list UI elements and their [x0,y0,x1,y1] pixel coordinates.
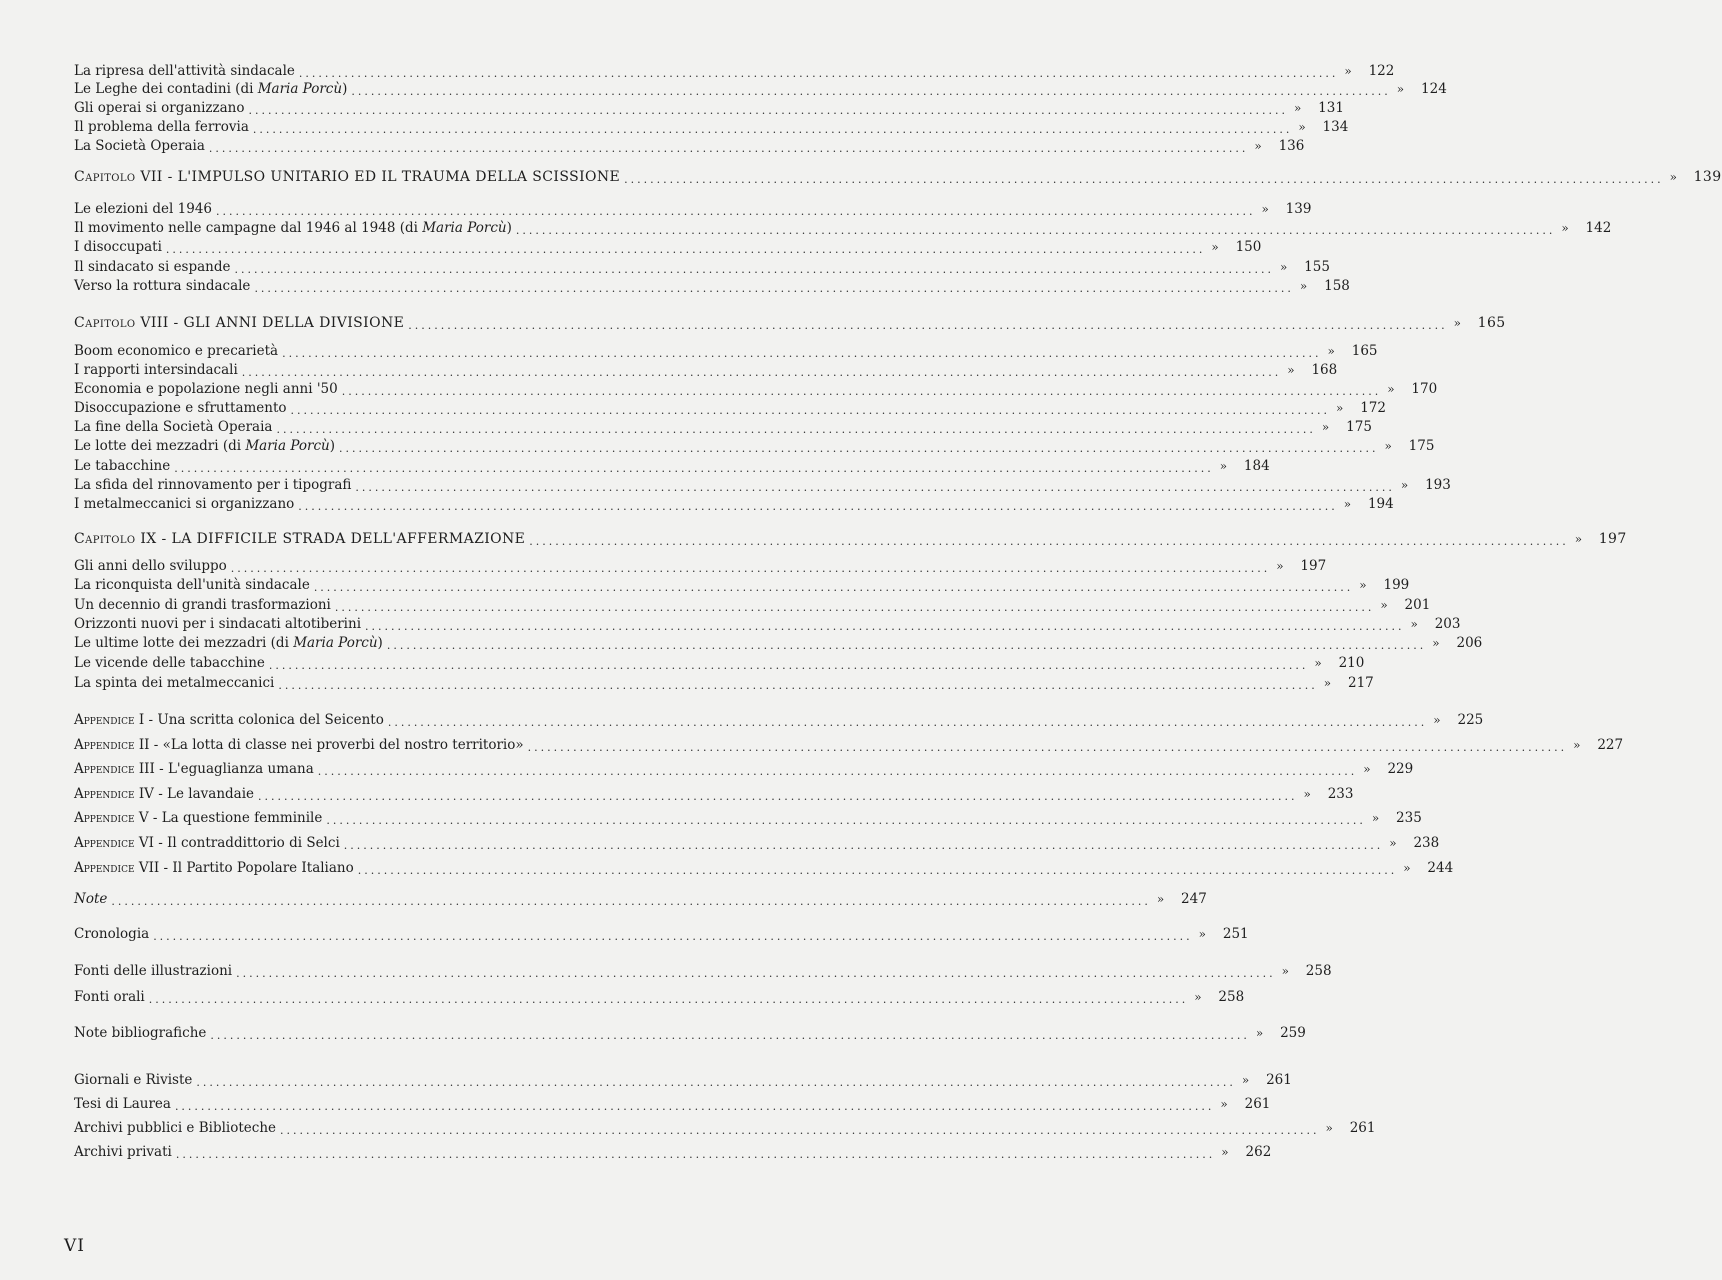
ref-mark: » [1359,578,1367,592]
toc-entry[interactable] [74,674,1374,693]
leader-dots: ................................................................................................................................................................ [408,319,1448,332]
page-number: 175 [1346,419,1372,435]
entry-title: Fonti delle illustrazioni [74,963,233,979]
entry-title: La sfida del rinnovamento per i tipografi [74,477,352,493]
entry-title: Le lotte dei mezzadri (di Maria Porcù) [74,438,335,454]
appendix-title: Appendice IV - Le lavandaie [74,786,255,802]
toc-entry[interactable] [74,457,1270,476]
entry-title: Gli operai si organizzano [74,100,245,116]
toc-entry[interactable] [74,80,1447,99]
entry-title: Note [74,891,108,907]
page-number: 165 [1351,343,1378,359]
leader-dots: ................................................................................................................................................................ [290,404,1330,417]
page-number: 259 [1280,1025,1306,1041]
entry-title: Il movimento nelle campagne dal 1946 al 1948 (di Maria Porcù) [74,220,512,236]
ref-mark: » [1211,240,1219,254]
ref-mark: » [1156,892,1165,906]
toc-entry[interactable] [74,258,1330,277]
appendix-title: Appendice III - L'eguaglianza umana [74,761,314,777]
toc-entry[interactable] [74,99,1344,118]
entry-title: Le tabacchine [74,458,171,474]
leader-dots: ................................................................................................................................................................ [208,142,1249,155]
chapter-title: Capitolo IX - LA DIFFICILE STRADA DELL'AFFERMAZIONE [74,531,526,547]
entry-title: La riconquista dell'unità sindacale [74,577,310,593]
ref-mark: » [1314,656,1322,670]
ref-mark: » [1241,1073,1250,1087]
leader-dots: ................................................................................................................................................................ [280,1124,1320,1137]
ref-mark: » [1343,497,1352,511]
entry-title: Cronologia [74,926,150,942]
toc-entry[interactable] [74,277,1350,296]
page-number: 172 [1360,400,1386,416]
page-number: 261 [1244,1096,1271,1112]
toc-entry[interactable] [74,137,1305,156]
ref-mark: » [1363,762,1371,776]
ref-mark: » [1321,420,1330,434]
ref-mark: » [1335,401,1344,415]
entry-title: La spinta dei metalmeccanici [74,675,275,691]
leader-dots: ................................................................................................................................................................ [252,123,1293,136]
author-name: Maria Porcù [422,220,507,236]
toc-entry[interactable] [74,476,1451,495]
page-number: 258 [1305,963,1332,979]
toc-entry[interactable] [74,1071,1292,1090]
entry-title: Fonti orali [74,989,145,1005]
page-number: 262 [1245,1144,1272,1160]
page-number: 238 [1413,835,1440,851]
ref-mark: » [1384,439,1392,453]
leader-dots: ................................................................................................................................................................ [317,765,1358,778]
ref-mark: » [1371,811,1380,825]
leader-dots: ................................................................................................................................................................ [334,601,1375,614]
page-number: 136 [1278,138,1305,154]
ref-mark: » [1433,713,1441,727]
leader-dots: ................................................................................................................................................................ [313,581,1354,594]
entry-title: La ripresa dell'attività sindacale [74,63,295,79]
ref-mark: » [1298,120,1306,134]
page-number: 168 [1311,362,1338,378]
toc-chapter-heading[interactable] [74,530,1627,549]
page-number: 217 [1348,675,1374,691]
page-number: 247 [1181,891,1207,907]
leader-dots: ................................................................................................................................................................ [365,620,1405,633]
page-number: 199 [1383,577,1410,593]
leader-dots: ................................................................................................................................................................ [268,659,1309,672]
ref-mark: » [1325,1121,1333,1135]
ref-mark: » [1221,1145,1229,1159]
toc-appendix[interactable] [74,736,1624,755]
toc-appendix[interactable] [74,809,1422,828]
leader-dots: ................................................................................................................................................................ [298,67,1339,80]
toc-appendix[interactable] [74,785,1354,804]
toc-entry[interactable] [74,890,1207,909]
author-name: Maria Porcù [293,635,378,651]
toc-entry[interactable] [74,219,1612,238]
entry-title: Le vicende delle tabacchine [74,655,265,671]
leader-dots: ................................................................................................................................................................ [175,1148,1216,1161]
page-number: 134 [1322,119,1349,135]
ref-mark: » [1573,738,1581,752]
leader-dots: ................................................................................................................................................................ [386,639,1427,652]
page-number: 194 [1367,496,1394,512]
page-number: 165 [1477,315,1506,331]
page-number: 203 [1434,616,1461,632]
ref-mark: » [1281,964,1289,978]
page-number: 170 [1411,381,1438,397]
page-number: 122 [1368,63,1395,79]
leader-dots: ................................................................................................................................................................ [258,790,1298,803]
toc-entry[interactable] [74,988,1245,1007]
toc-entry[interactable] [74,1119,1376,1138]
page-number: 225 [1457,712,1484,728]
ref-mark: » [1561,221,1569,235]
page-number: 150 [1235,239,1262,255]
leader-dots: ................................................................................................................................................................ [248,104,1288,117]
toc-entry[interactable] [74,418,1372,437]
page-number: 201 [1404,597,1431,613]
toc-entry[interactable] [74,118,1349,137]
leader-dots: ................................................................................................................................................................ [355,481,1395,494]
toc-chapter-heading[interactable] [74,314,1506,333]
toc-entry[interactable] [74,615,1461,634]
page-number: 233 [1327,786,1354,802]
toc-appendix[interactable] [74,760,1414,779]
toc-entry[interactable] [74,962,1332,981]
leader-dots: ................................................................................................................................................................ [276,423,1316,436]
leader-dots: ................................................................................................................................................................ [153,930,1193,943]
leader-dots: ................................................................................................................................................................ [282,347,1322,360]
leader-dots: ................................................................................................................................................................ [278,679,1318,692]
leader-dots: ................................................................................................................................................................ [387,716,1428,729]
toc-entry[interactable] [74,62,1395,81]
chapter-title: Capitolo VII - L'IMPULSO UNITARIO ED IL TRAUMA DELLA SCISSIONE [74,169,621,185]
ref-mark: » [1254,139,1262,153]
toc-entry[interactable] [74,1143,1272,1162]
page-number: 124 [1421,81,1447,97]
ref-mark: » [1261,202,1269,216]
entry-title: Archivi pubblici e Biblioteche [74,1120,277,1136]
ref-mark: » [1303,787,1311,801]
leader-dots: ................................................................................................................................................................ [351,85,1391,98]
ref-mark: » [1279,260,1288,274]
ref-mark: » [1299,279,1308,293]
page-number: 244 [1427,860,1454,876]
toc-appendix[interactable] [74,711,1484,730]
appendix-title: Appendice VII - Il Partito Popolare Italiano [74,860,354,876]
toc-appendix[interactable] [74,859,1454,878]
leader-dots: ................................................................................................................................................................ [343,839,1384,852]
ref-mark: » [1293,101,1302,115]
leader-dots: ................................................................................................................................................................ [515,224,1556,237]
toc-entry[interactable] [74,557,1327,576]
ref-mark: » [1276,559,1284,573]
leader-dots: ................................................................................................................................................................ [298,500,1338,513]
ref-mark: » [1287,363,1295,377]
page-number: 175 [1408,438,1435,454]
page-number: 158 [1324,278,1350,294]
entry-title: I rapporti intersindacali [74,362,238,378]
author-name: Maria Porcù [245,438,330,454]
leader-dots: ................................................................................................................................................................ [624,173,1664,186]
page-number: 210 [1338,655,1365,671]
leader-dots: ................................................................................................................................................................ [241,366,1282,379]
ref-mark: » [1396,82,1405,96]
ref-mark: » [1220,1097,1228,1111]
toc-entry[interactable] [74,361,1338,380]
page-number: 258 [1218,989,1245,1005]
entry-title: Un decennio di grandi trasformazioni [74,597,331,613]
page-number: 235 [1396,810,1422,826]
entry-title: Giornali e Riviste [74,1072,193,1088]
page-number: 197 [1598,531,1627,547]
ref-mark: » [1410,617,1418,631]
ref-mark: » [1669,170,1678,184]
entry-title: Il sindacato si espande [74,259,231,275]
entry-title: Le Leghe dei contadini (di Maria Porcù) [74,81,348,97]
appendix-title: Appendice II - «La lotta di classe nei proverbi del nostro territorio» [74,737,524,753]
page-number: 139 [1285,201,1312,217]
ref-mark: » [1219,459,1228,473]
toc-entry[interactable] [74,399,1386,418]
toc-entry[interactable] [74,437,1435,456]
toc-appendix[interactable] [74,834,1440,853]
leader-dots: ................................................................................................................................................................ [165,243,1206,256]
ref-mark: » [1323,676,1332,690]
entry-title: I metalmeccanici si organizzano [74,496,295,512]
author-name: Maria Porcù [257,81,343,97]
page-number: 261 [1349,1120,1376,1136]
entry-title: Gli anni dello sviluppo [74,558,227,574]
toc-entry[interactable] [74,1024,1306,1043]
leader-dots: ................................................................................................................................................................ [341,385,1382,398]
entry-title: Archivi privati [74,1144,172,1160]
ref-mark: » [1327,344,1335,358]
page-number: 155 [1304,259,1330,275]
ref-mark: » [1389,836,1397,850]
leader-dots: ................................................................................................................................................................ [174,462,1214,475]
leader-dots: ................................................................................................................................................................ [339,442,1379,455]
entry-title: Note bibliografiche [74,1025,207,1041]
leader-dots: ................................................................................................................................................................ [254,282,1294,295]
leader-dots: ................................................................................................................................................................ [230,562,1271,575]
entry-title: Orizzonti nuovi per i sindacati altotiberini [74,616,362,632]
appendix-title: Appendice V - La questione femminile [74,810,323,826]
page-number: 227 [1597,737,1624,753]
toc-entry[interactable] [74,634,1483,653]
leader-dots: ................................................................................................................................................................ [326,814,1366,827]
page-number: 229 [1387,761,1414,777]
leader-dots: ................................................................................................................................................................ [529,535,1569,548]
ref-mark: » [1344,64,1352,78]
ref-mark: » [1574,532,1583,546]
leader-dots: ................................................................................................................................................................ [357,864,1398,877]
ref-mark: » [1400,478,1409,492]
ref-mark: » [1255,1026,1264,1040]
toc-entry[interactable] [74,654,1365,673]
chapter-title: Capitolo VIII - GLI ANNI DELLA DIVISIONE [74,315,405,331]
entry-title: Verso la rottura sindacale [74,278,251,294]
page-number: 139 [1693,169,1722,185]
toc-entry[interactable] [74,380,1438,399]
leader-dots: ................................................................................................................................................................ [234,263,1274,276]
entry-title: Il problema della ferrovia [74,119,249,135]
page-number: 261 [1266,1072,1292,1088]
page-number: 197 [1300,558,1327,574]
appendix-title: Appendice I - Una scritta colonica del Seicento [74,712,384,728]
page-number: 184 [1243,458,1270,474]
leader-dots: ................................................................................................................................................................ [111,895,1151,908]
toc-entry[interactable] [74,596,1431,615]
appendix-title: Appendice VI - Il contraddittorio di Selci [74,835,340,851]
entry-title: I disoccupati [74,239,162,255]
ref-mark: » [1198,927,1206,941]
page-number: 206 [1456,635,1483,651]
leader-dots: ................................................................................................................................................................ [236,967,1276,980]
ref-mark: » [1194,990,1202,1004]
entry-title: Boom economico e precarietà [74,343,279,359]
leader-dots: ................................................................................................................................................................ [216,205,1256,218]
ref-mark: » [1380,598,1388,612]
ref-mark: » [1387,382,1395,396]
toc-entry[interactable] [74,925,1249,944]
page-folio: VI [64,1236,85,1256]
page-number: 142 [1585,220,1612,236]
entry-title: La Società Operaia [74,138,205,154]
leader-dots: ................................................................................................................................................................ [196,1076,1236,1089]
entry-title: Disoccupazione e sfruttamento [74,400,287,416]
ref-mark: » [1453,316,1462,330]
toc-entry[interactable] [74,576,1410,595]
leader-dots: ................................................................................................................................................................ [210,1029,1250,1042]
page-number: 193 [1425,477,1451,493]
toc-entry[interactable] [74,495,1394,514]
leader-dots: ................................................................................................................................................................ [174,1100,1215,1113]
entry-title: La fine della Società Operaia [74,419,273,435]
ref-mark: » [1432,636,1440,650]
leader-dots: ................................................................................................................................................................ [527,741,1568,754]
entry-title: Le elezioni del 1946 [74,201,212,217]
toc-entry[interactable] [74,342,1378,361]
toc-entry[interactable] [74,1095,1271,1114]
toc-entry[interactable] [74,200,1312,219]
toc-chapter-heading[interactable] [74,168,1722,187]
entry-title: Economia e popolazione negli anni '50 [74,381,338,397]
leader-dots: ................................................................................................................................................................ [148,993,1189,1006]
toc-entry[interactable] [74,238,1262,257]
entry-title: Le ultime lotte dei mezzadri (di Maria Porcù) [74,635,383,651]
entry-title: Tesi di Laurea [74,1096,171,1112]
page-number: 251 [1222,926,1249,942]
ref-mark: » [1403,861,1411,875]
page-number: 131 [1318,100,1344,116]
